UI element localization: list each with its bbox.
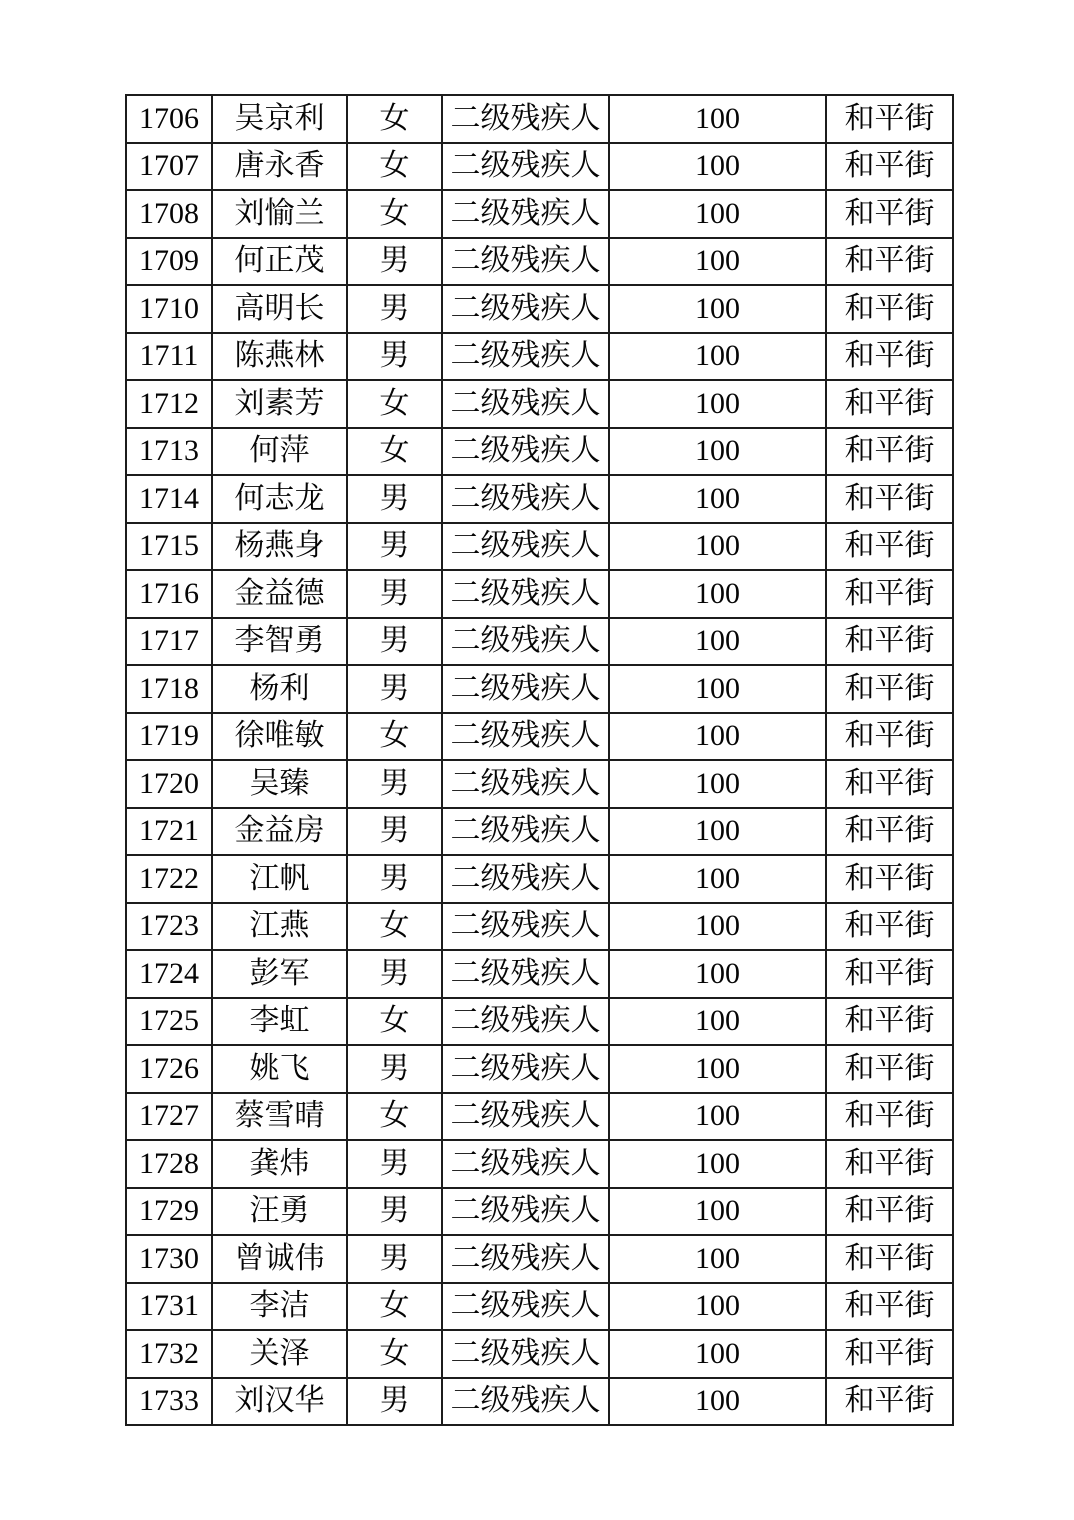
cell-name: 唐永香	[212, 143, 347, 191]
cell-name: 彭军	[212, 950, 347, 998]
cell-street: 和平街	[826, 1093, 953, 1141]
cell-amount: 100	[609, 285, 826, 333]
table-row	[126, 950, 953, 998]
cell-gender: 女	[347, 95, 442, 143]
cell-category: 二级残疾人	[442, 998, 609, 1046]
cell-category: 二级残疾人	[442, 428, 609, 476]
cell-amount: 100	[609, 143, 826, 191]
table-row	[126, 1188, 953, 1236]
table-row	[126, 570, 953, 618]
cell-serial-number: 1720	[126, 760, 212, 808]
cell-serial-number: 1731	[126, 1283, 212, 1331]
cell-category: 二级残疾人	[442, 238, 609, 286]
cell-category: 二级残疾人	[442, 1093, 609, 1141]
cell-category: 二级残疾人	[442, 1188, 609, 1236]
cell-name: 姚飞	[212, 1045, 347, 1093]
cell-gender: 男	[347, 618, 442, 666]
cell-street: 和平街	[826, 1378, 953, 1426]
cell-gender: 女	[347, 998, 442, 1046]
cell-serial-number: 1728	[126, 1140, 212, 1188]
cell-name: 金益德	[212, 570, 347, 618]
cell-amount: 100	[609, 1330, 826, 1378]
cell-amount: 100	[609, 428, 826, 476]
cell-category: 二级残疾人	[442, 760, 609, 808]
cell-name: 关泽	[212, 1330, 347, 1378]
cell-street: 和平街	[826, 665, 953, 713]
cell-amount: 100	[609, 238, 826, 286]
table-row	[126, 713, 953, 761]
table-row	[126, 1140, 953, 1188]
cell-name: 陈燕林	[212, 333, 347, 381]
cell-serial-number: 1709	[126, 238, 212, 286]
cell-amount: 100	[609, 380, 826, 428]
cell-name: 李虹	[212, 998, 347, 1046]
cell-amount: 100	[609, 713, 826, 761]
cell-category: 二级残疾人	[442, 855, 609, 903]
cell-name: 何志龙	[212, 475, 347, 523]
cell-amount: 100	[609, 523, 826, 571]
table-row	[126, 618, 953, 666]
cell-name: 蔡雪晴	[212, 1093, 347, 1141]
table-row	[126, 1045, 953, 1093]
cell-category: 二级残疾人	[442, 1330, 609, 1378]
cell-street: 和平街	[826, 1045, 953, 1093]
cell-amount: 100	[609, 1188, 826, 1236]
cell-amount: 100	[609, 333, 826, 381]
cell-serial-number: 1722	[126, 855, 212, 903]
cell-gender: 女	[347, 1283, 442, 1331]
cell-name: 李洁	[212, 1283, 347, 1331]
cell-category: 二级残疾人	[442, 1283, 609, 1331]
cell-gender: 男	[347, 855, 442, 903]
cell-gender: 男	[347, 808, 442, 856]
cell-serial-number: 1729	[126, 1188, 212, 1236]
cell-category: 二级残疾人	[442, 570, 609, 618]
cell-serial-number: 1719	[126, 713, 212, 761]
cell-serial-number: 1724	[126, 950, 212, 998]
cell-name: 吴京利	[212, 95, 347, 143]
cell-gender: 男	[347, 570, 442, 618]
cell-gender: 女	[347, 428, 442, 476]
cell-serial-number: 1708	[126, 190, 212, 238]
cell-gender: 男	[347, 760, 442, 808]
table-row	[126, 143, 953, 191]
cell-street: 和平街	[826, 190, 953, 238]
cell-serial-number: 1721	[126, 808, 212, 856]
cell-name: 何正茂	[212, 238, 347, 286]
cell-serial-number: 1714	[126, 475, 212, 523]
cell-amount: 100	[609, 1283, 826, 1331]
cell-category: 二级残疾人	[442, 713, 609, 761]
table-row	[126, 1283, 953, 1331]
cell-amount: 100	[609, 855, 826, 903]
cell-serial-number: 1723	[126, 903, 212, 951]
cell-category: 二级残疾人	[442, 618, 609, 666]
cell-serial-number: 1716	[126, 570, 212, 618]
cell-street: 和平街	[826, 475, 953, 523]
table-row	[126, 523, 953, 571]
cell-name: 江帆	[212, 855, 347, 903]
cell-name: 徐唯敏	[212, 713, 347, 761]
table-row	[126, 665, 953, 713]
cell-serial-number: 1715	[126, 523, 212, 571]
table-row	[126, 238, 953, 286]
cell-name: 刘素芳	[212, 380, 347, 428]
cell-gender: 女	[347, 713, 442, 761]
cell-amount: 100	[609, 475, 826, 523]
cell-amount: 100	[609, 95, 826, 143]
cell-gender: 男	[347, 475, 442, 523]
cell-amount: 100	[609, 808, 826, 856]
cell-name: 吴臻	[212, 760, 347, 808]
cell-category: 二级残疾人	[442, 1235, 609, 1283]
cell-street: 和平街	[826, 713, 953, 761]
cell-name: 杨利	[212, 665, 347, 713]
cell-category: 二级残疾人	[442, 1140, 609, 1188]
cell-street: 和平街	[826, 428, 953, 476]
cell-serial-number: 1727	[126, 1093, 212, 1141]
cell-category: 二级残疾人	[442, 1378, 609, 1426]
cell-street: 和平街	[826, 1140, 953, 1188]
cell-amount: 100	[609, 665, 826, 713]
cell-name: 汪勇	[212, 1188, 347, 1236]
cell-category: 二级残疾人	[442, 333, 609, 381]
cell-serial-number: 1717	[126, 618, 212, 666]
table-row	[126, 428, 953, 476]
cell-category: 二级残疾人	[442, 475, 609, 523]
cell-street: 和平街	[826, 1330, 953, 1378]
cell-street: 和平街	[826, 285, 953, 333]
cell-category: 二级残疾人	[442, 903, 609, 951]
cell-serial-number: 1706	[126, 95, 212, 143]
table-row	[126, 855, 953, 903]
cell-name: 刘汉华	[212, 1378, 347, 1426]
cell-serial-number: 1712	[126, 380, 212, 428]
table-row	[126, 1330, 953, 1378]
cell-street: 和平街	[826, 143, 953, 191]
cell-name: 江燕	[212, 903, 347, 951]
cell-name: 龚炜	[212, 1140, 347, 1188]
table-row	[126, 1235, 953, 1283]
cell-name: 金益房	[212, 808, 347, 856]
cell-serial-number: 1725	[126, 998, 212, 1046]
table-row	[126, 333, 953, 381]
cell-category: 二级残疾人	[442, 143, 609, 191]
cell-amount: 100	[609, 618, 826, 666]
cell-amount: 100	[609, 570, 826, 618]
cell-gender: 女	[347, 143, 442, 191]
cell-amount: 100	[609, 1045, 826, 1093]
cell-street: 和平街	[826, 760, 953, 808]
table-row	[126, 95, 953, 143]
cell-street: 和平街	[826, 570, 953, 618]
cell-name: 曾诚伟	[212, 1235, 347, 1283]
cell-gender: 男	[347, 523, 442, 571]
cell-street: 和平街	[826, 903, 953, 951]
table-row	[126, 285, 953, 333]
table-row	[126, 1378, 953, 1426]
cell-gender: 女	[347, 903, 442, 951]
cell-category: 二级残疾人	[442, 95, 609, 143]
table-body	[126, 95, 953, 1425]
cell-street: 和平街	[826, 1235, 953, 1283]
cell-gender: 男	[347, 1378, 442, 1426]
cell-street: 和平街	[826, 333, 953, 381]
table-row	[126, 903, 953, 951]
cell-category: 二级残疾人	[442, 523, 609, 571]
cell-street: 和平街	[826, 618, 953, 666]
cell-category: 二级残疾人	[442, 950, 609, 998]
table-row	[126, 380, 953, 428]
cell-serial-number: 1730	[126, 1235, 212, 1283]
cell-category: 二级残疾人	[442, 380, 609, 428]
cell-name: 高明长	[212, 285, 347, 333]
cell-amount: 100	[609, 760, 826, 808]
cell-gender: 男	[347, 285, 442, 333]
cell-name: 杨燕身	[212, 523, 347, 571]
table-row	[126, 760, 953, 808]
cell-street: 和平街	[826, 855, 953, 903]
cell-street: 和平街	[826, 1188, 953, 1236]
cell-gender: 男	[347, 333, 442, 381]
table-row	[126, 475, 953, 523]
cell-street: 和平街	[826, 808, 953, 856]
cell-name: 刘愉兰	[212, 190, 347, 238]
cell-amount: 100	[609, 1140, 826, 1188]
table-row	[126, 190, 953, 238]
cell-serial-number: 1732	[126, 1330, 212, 1378]
cell-serial-number: 1726	[126, 1045, 212, 1093]
cell-street: 和平街	[826, 998, 953, 1046]
cell-serial-number: 1733	[126, 1378, 212, 1426]
cell-gender: 男	[347, 665, 442, 713]
cell-gender: 男	[347, 1188, 442, 1236]
cell-serial-number: 1710	[126, 285, 212, 333]
cell-gender: 男	[347, 1140, 442, 1188]
cell-serial-number: 1707	[126, 143, 212, 191]
cell-name: 何萍	[212, 428, 347, 476]
cell-amount: 100	[609, 1378, 826, 1426]
cell-amount: 100	[609, 903, 826, 951]
cell-category: 二级残疾人	[442, 1045, 609, 1093]
cell-gender: 女	[347, 1093, 442, 1141]
cell-amount: 100	[609, 1093, 826, 1141]
cell-street: 和平街	[826, 950, 953, 998]
cell-amount: 100	[609, 950, 826, 998]
cell-gender: 女	[347, 380, 442, 428]
cell-serial-number: 1713	[126, 428, 212, 476]
subsidy-roster-table	[125, 94, 954, 1426]
table-row	[126, 808, 953, 856]
cell-amount: 100	[609, 1235, 826, 1283]
cell-serial-number: 1718	[126, 665, 212, 713]
cell-gender: 男	[347, 1045, 442, 1093]
cell-category: 二级残疾人	[442, 808, 609, 856]
cell-street: 和平街	[826, 380, 953, 428]
cell-gender: 男	[347, 950, 442, 998]
cell-serial-number: 1711	[126, 333, 212, 381]
table-row	[126, 998, 953, 1046]
table-row	[126, 1093, 953, 1141]
cell-amount: 100	[609, 998, 826, 1046]
cell-gender: 女	[347, 190, 442, 238]
cell-street: 和平街	[826, 1283, 953, 1331]
cell-street: 和平街	[826, 95, 953, 143]
cell-gender: 男	[347, 238, 442, 286]
cell-category: 二级残疾人	[442, 285, 609, 333]
cell-category: 二级残疾人	[442, 190, 609, 238]
cell-street: 和平街	[826, 238, 953, 286]
cell-name: 李智勇	[212, 618, 347, 666]
cell-street: 和平街	[826, 523, 953, 571]
cell-category: 二级残疾人	[442, 665, 609, 713]
cell-amount: 100	[609, 190, 826, 238]
cell-gender: 男	[347, 1235, 442, 1283]
cell-gender: 女	[347, 1330, 442, 1378]
